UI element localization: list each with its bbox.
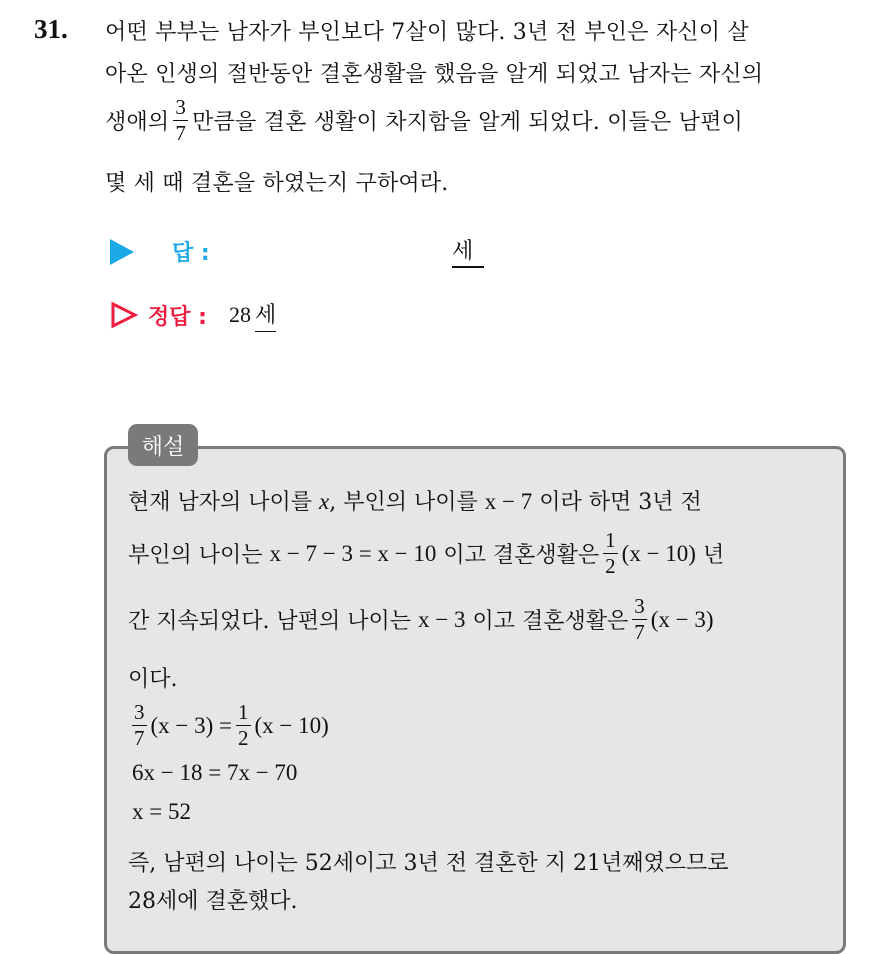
answer-underline	[452, 266, 484, 268]
question-line-2: 아온 인생의 절반동안 결혼생활을 했음을 알게 되었고 남자는 자신의	[105, 62, 764, 87]
answer-label: 답 :	[172, 241, 210, 266]
fraction-numerator: 3	[634, 594, 645, 618]
question-number: 31.	[34, 14, 68, 44]
correct-unit: 세	[255, 298, 276, 332]
solution-line-8: 즉, 남편의 나이는 52세이고 3년 전 결혼한 지 21년째였으므로	[128, 851, 729, 876]
correct-value: 28	[228, 302, 251, 327]
fraction-denominator: 2	[605, 554, 616, 578]
solution-text: , 부인의 나이를	[329, 490, 478, 515]
solution-text: 이고 결혼생활은	[472, 609, 629, 634]
math-expression: x − 7	[484, 489, 533, 514]
math-expression: (x − 3) =	[150, 712, 233, 738]
fraction-numerator: 1	[238, 700, 249, 724]
solution-line-1	[128, 485, 702, 516]
fraction-denominator: 7	[134, 726, 145, 750]
question-line-1: 어떤 부부는 남자가 부인보다 7살이 많다. 3년 전 부인은 자신이 살	[105, 20, 749, 45]
correct-label: 정답 :	[148, 304, 207, 330]
play-icon	[110, 239, 134, 265]
outline-play-icon	[110, 301, 138, 329]
fraction-denominator: 7	[634, 620, 645, 644]
solution-text: 이라 하면 3년 전	[539, 490, 702, 515]
question-line-3-after: 만큼을 결혼 생활이 차지함을 알게 되었다. 이들은 남편이	[192, 110, 744, 135]
equation-2: 6x − 18 = 7x − 70	[132, 760, 298, 785]
fraction-denominator: 7	[175, 121, 187, 145]
fraction-numerator: 3	[175, 95, 187, 119]
fraction-denominator: 2	[238, 726, 249, 750]
equation-3: x = 52	[132, 799, 191, 824]
solution-line-3	[128, 596, 714, 643]
fraction	[236, 702, 251, 749]
solution-tab: 해설	[128, 424, 198, 466]
fraction	[173, 97, 188, 144]
math-expression: x − 7 − 3 = x − 10	[269, 540, 437, 566]
math-expression: (x − 10)	[621, 540, 696, 566]
fraction	[132, 702, 147, 749]
fraction	[603, 530, 618, 577]
solution-text: 부인의 나이는	[128, 543, 263, 568]
question-line-3	[105, 97, 743, 144]
solution-text: 이고 결혼생활은	[443, 543, 600, 568]
solution-text: 간 지속되었다. 남편의 나이는	[128, 609, 411, 634]
math-variable: x	[319, 489, 330, 514]
question-line-4: 몇 세 때 결혼을 하였는지 구하여라.	[105, 171, 449, 196]
solution-text: 현재 남자의 나이를	[128, 490, 313, 515]
question-line-3-before: 생애의	[105, 110, 170, 135]
math-expression: (x − 10)	[254, 712, 329, 738]
answer-unit: 세	[452, 239, 474, 264]
answer-row	[110, 236, 210, 267]
solution-text: 년	[702, 543, 725, 568]
math-expression: (x − 3)	[650, 606, 714, 632]
fraction	[632, 596, 647, 643]
solution-line-2	[128, 530, 724, 577]
solution-line-4: 이다.	[128, 667, 178, 692]
solution-box	[104, 446, 846, 954]
fraction-numerator: 3	[134, 700, 145, 724]
fraction-numerator: 1	[605, 528, 616, 552]
solution-line-9: 28세에 결혼했다.	[128, 889, 298, 914]
math-expression: x − 3	[418, 606, 466, 632]
correct-answer-row	[110, 298, 276, 332]
equation-1	[132, 702, 329, 749]
